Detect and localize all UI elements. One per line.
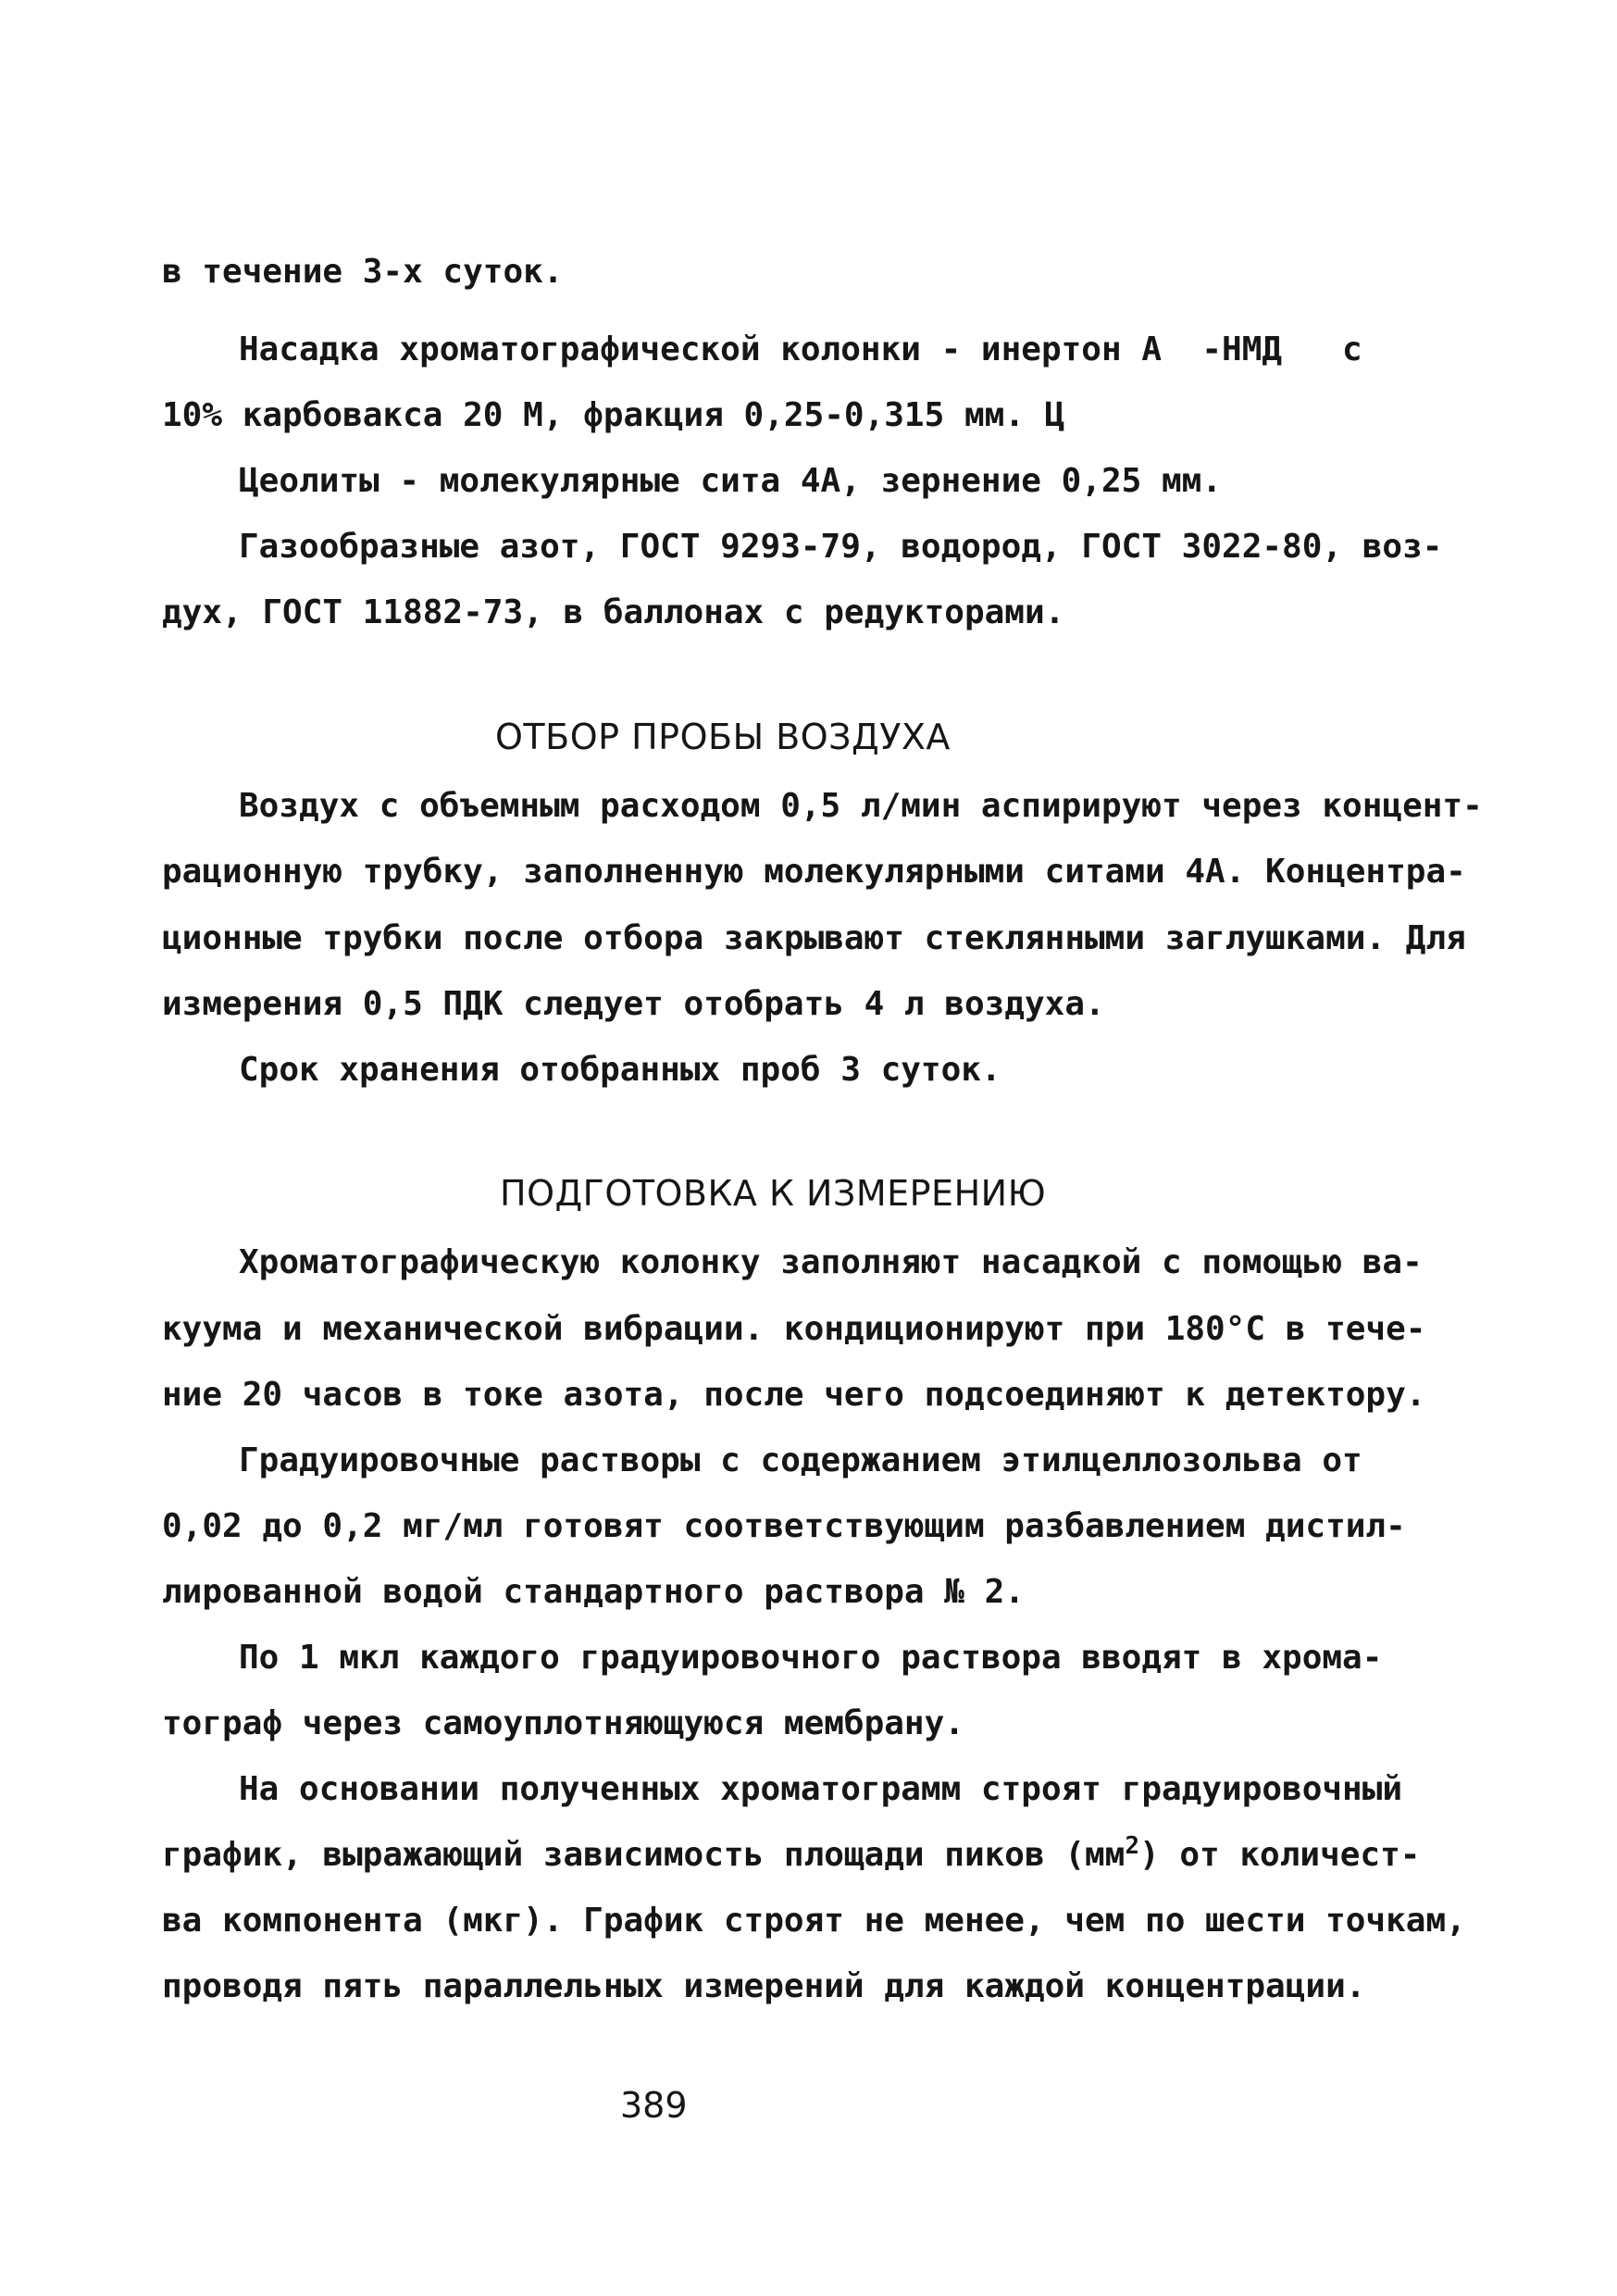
text-line: 10% карбовакса 20 М, фракция 0,25-0,315 мм. Ц: [162, 396, 1065, 434]
text-fragment: график, выражающий зависимость площади пиков (мм: [162, 1836, 1126, 1874]
text-line: рационную трубку, заполненную молекулярными ситами 4А. Концентра-: [162, 853, 1466, 891]
section-heading-sampling: ОТБОР ПРОБЫ ВОЗДУХА: [495, 717, 951, 757]
text-line: Газообразные азот, ГОСТ 9293-79, водород, ГОСТ 3022-80, воз-: [239, 528, 1443, 566]
text-line: [162, 1833, 1420, 1878]
page-number: 389: [620, 2085, 688, 2126]
text-line: Воздух с объемным расходом 0,5 л/мин аспирируют через концент-: [239, 787, 1483, 825]
text-line: лированной водой стандартного раствора № 2.: [162, 1573, 1025, 1611]
text-line: По 1 мкл каждого градуировочного раствора вводят в хрома-: [239, 1639, 1383, 1677]
text-line: Градуировочные растворы с содержанием этилцеллозольва от: [239, 1441, 1362, 1479]
text-line: ва компонента (мкг). График строят не менее, чем по шести точкам,: [162, 1902, 1466, 1940]
section-heading-preparation: ПОДГОТОВКА К ИЗМЕРЕНИЮ: [500, 1173, 1047, 1214]
text-line: тограф через самоуплотняющуюся мембрану.: [162, 1704, 964, 1742]
text-line: На основании полученных хроматограмм строят градуировочный: [239, 1770, 1403, 1808]
text-line: 0,02 до 0,2 мг/мл готовят соответствующим разбавлением дистил-: [162, 1507, 1406, 1545]
text-fragment: ) от количест-: [1139, 1836, 1421, 1874]
text-line: дух, ГОСТ 11882-73, в баллонах с редукторами.: [162, 593, 1065, 631]
text-line: проводя пять параллельных измерений для каждой концентрации.: [162, 1967, 1366, 2005]
text-line: куума и механической вибрации. кондиционируют при 180°С в тече-: [162, 1310, 1426, 1348]
text-line: Насадка хроматографической колонки - инертон А -НМД с: [239, 331, 1362, 368]
text-line: ционные трубки после отбора закрывают стеклянными заглушками. Для: [162, 919, 1466, 957]
text-line: Цеолиты - молекулярные сита 4А, зернение 0,25 мм.: [239, 462, 1223, 500]
text-line: Хроматографическую колонку заполняют насадкой с помощью ва-: [239, 1243, 1423, 1281]
text-line: ние 20 часов в токе азота, после чего подсоединяют к детектору.: [162, 1376, 1426, 1414]
text-line: в течение 3-х суток.: [162, 253, 564, 291]
text-line: измерения 0,5 ПДК следует отобрать 4 л воздуха.: [162, 985, 1105, 1023]
superscript: 2: [1125, 1832, 1139, 1860]
text-line: Срок хранения отобранных проб 3 суток.: [239, 1051, 1001, 1089]
